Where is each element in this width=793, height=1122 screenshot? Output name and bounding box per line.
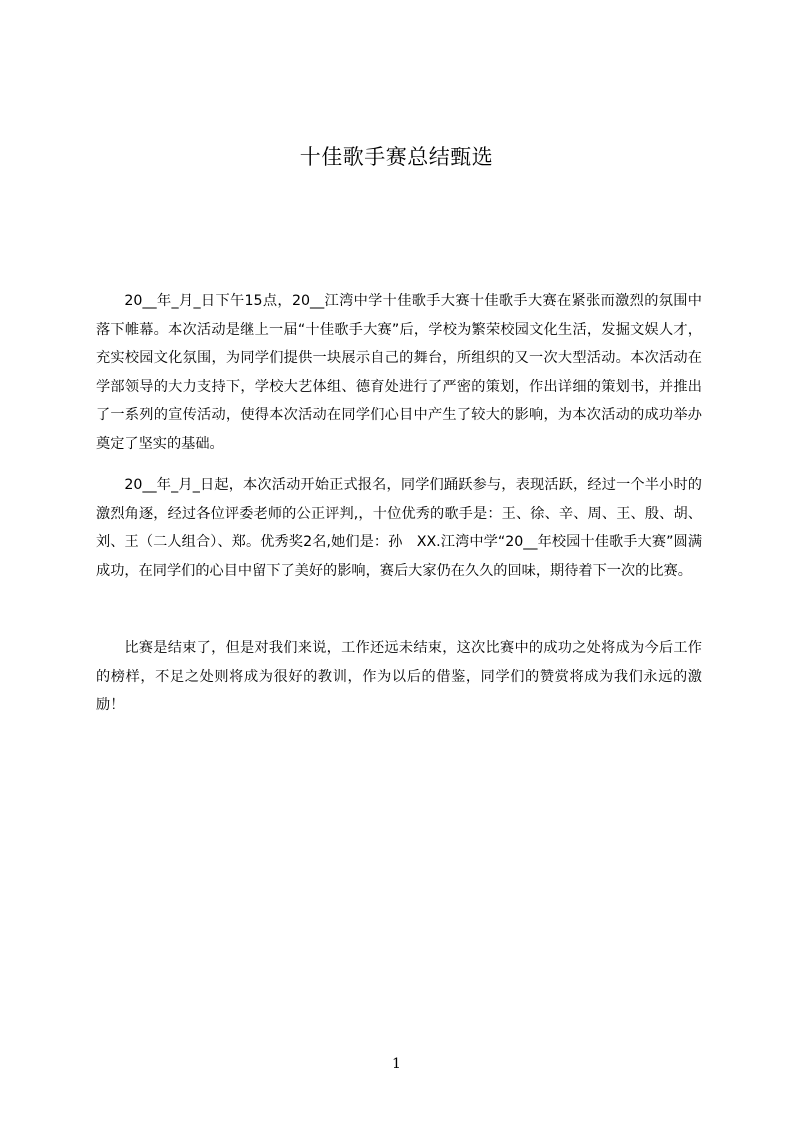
page-number: 1 — [392, 1056, 401, 1072]
body-paragraph: 比赛是结束了，但是对我们来说，工作还远未结束，这次比赛中的成功之处将成为今后工作的榜样，不足之处则将成为很好的教训，作为以后的借鉴，同学们的赞赏将成为我们永远的激励！ — [96, 640, 702, 713]
body-paragraph: 20__年_月_日起，本次活动开始正式报名，同学们踊跃参与，表现活跃，经过一个半小时的激烈角逐，经过各位评委老师的公正评判,，十位优秀的歌手是：王、徐、辛、周、王、殷、胡、刘、王（二人组合）、郑。优秀奖2名,她们是：孙 XX.江湾中学“20__年校园十佳歌手大赛”圆满成功，在同学们的心目中留下了美好的影响，赛后大家仍在久久的回味，期待着下一次的比赛。 — [96, 477, 703, 579]
body-paragraph: 20__年_月_日下午15点，20__江湾中学十佳歌手大赛十佳歌手大赛在紧张而激烈的氛围中落下帷幕。本次活动是继上一届“十佳歌手大赛”后，学校为繁荣校园文化生活，发掘文娱人才，充实校园文化氛围，为同学们提供一块展示自己的舞台，所组织的又一次大型活动。本次活动在学部领导的大力支持下，学校大艺体组、德育处进行了严密的策划，作出详细的策划书，并推出了一系列的宣传活动，使得本次活动在同学们心目中产生了较大的影响，为本次活动的成功举办奠定了坚实的基础。 — [96, 293, 702, 452]
page-title: 十佳歌手赛总结甄选 — [299, 145, 494, 169]
